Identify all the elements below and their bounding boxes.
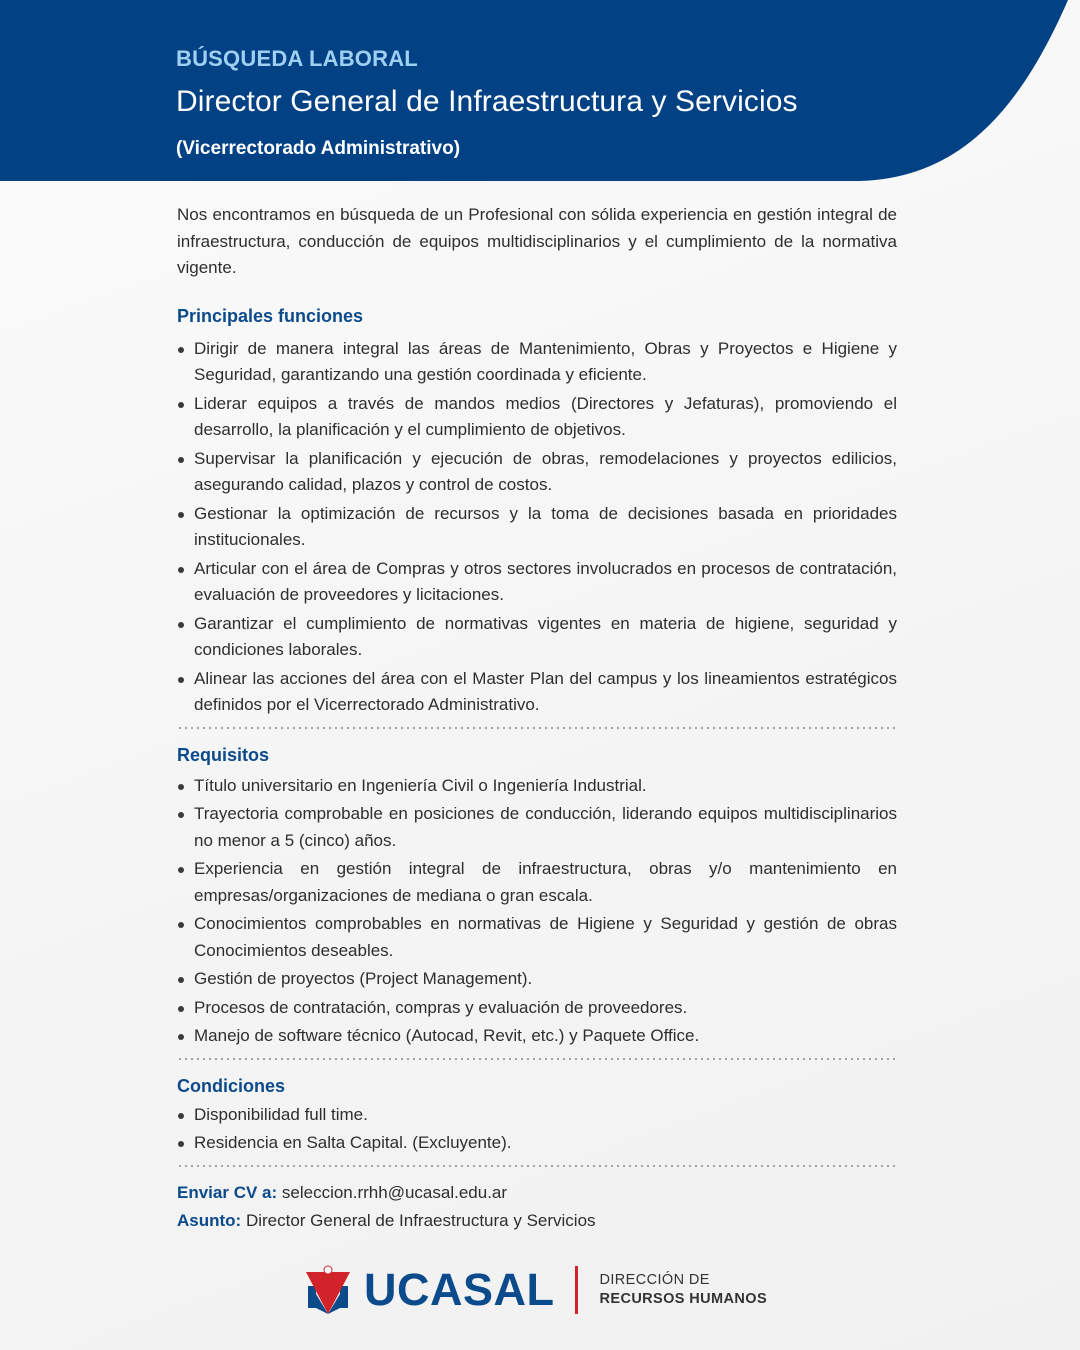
requisitos-list	[177, 773, 897, 1050]
bullet-icon	[178, 347, 184, 353]
list-item: Gestión de proyectos (Project Management).	[177, 966, 897, 993]
list-item: Garantizar el cumplimiento de normativas vigentes en materia de higiene, seguridad y condiciones laborales.	[177, 611, 897, 664]
intro-paragraph: Nos encontramos en búsqueda de un Profesional con sólida experiencia en gestión integral de infraestructura, conducción de equipos multidisciplinarios y el cumplimiento de la normativa vigente.	[177, 205, 897, 277]
list-item: Gestionar la optimización de recursos y la toma de decisiones basada en prioridades institucionales.	[177, 501, 897, 554]
dotted-divider	[177, 727, 897, 729]
dotted-divider	[177, 1058, 897, 1060]
bullet-icon	[178, 1141, 184, 1147]
header	[176, 44, 798, 164]
section-title-condiciones: Condiciones	[177, 1075, 286, 1096]
bullet-icon	[178, 977, 184, 983]
bullet-icon	[178, 812, 184, 818]
subject-value: Director General de Infraestructura y Servicios	[245, 1210, 596, 1230]
list-item: Alinear las acciones del área con el Master Plan del campus y los lineamientos estratégicos definidos por el Vicerrectorado Administrativo.	[177, 666, 897, 719]
condiciones-list	[177, 1102, 897, 1157]
list-item: Disponibilidad full time.	[177, 1102, 897, 1129]
bullet-icon	[178, 1034, 184, 1040]
subject-line	[177, 1207, 897, 1235]
footer-logo	[306, 1262, 767, 1318]
funciones-list	[177, 336, 897, 719]
bullet-icon	[178, 622, 184, 628]
bullet-icon	[178, 867, 184, 873]
bullet-icon	[178, 677, 184, 683]
bullet-icon	[178, 512, 184, 518]
bullet-icon	[178, 567, 184, 573]
list-item: Supervisar la planificación y ejecución de obras, remodelaciones y proyectos edilicios, asegurando calidad, plazos y control de costos.	[177, 446, 897, 499]
section-requisitos	[177, 741, 897, 1060]
list-item: Trayectoria comprobable en posiciones de conducción, liderando equipos multidisciplinarios no menor a 5 (cinco) años.	[177, 801, 897, 854]
list-item: Título universitario en Ingeniería Civil o Ingeniería Industrial.	[177, 773, 897, 800]
section-funciones	[177, 302, 897, 729]
dept-line-1: DIRECCIÓN DE	[599, 1272, 710, 1288]
bullet-icon	[178, 1113, 184, 1119]
dotted-divider	[177, 1165, 897, 1167]
list-item: Experiencia en gestión integral de infraestructura, obras y/o mantenimiento en empresas/organizaciones de mediana o gran escala.	[177, 856, 897, 909]
dept-line-2: RECURSOS HUMANOS	[599, 1291, 768, 1307]
department	[600, 1271, 768, 1309]
section-condiciones	[177, 1072, 897, 1167]
list-item: Conocimientos comprobables en normativas de Higiene y Seguridad y gestión de obras Conocimientos deseables.	[177, 911, 897, 964]
send-cv-line	[177, 1179, 897, 1207]
list-item: Manejo de software técnico (Autocad, Revit, etc.) y Paquete Office.	[177, 1023, 897, 1050]
email-link[interactable]: seleccion.rrhh@ucasal.edu.ar	[281, 1182, 508, 1202]
job-description	[177, 202, 897, 1235]
ucasal-shield-icon	[306, 1264, 350, 1316]
list-item: Dirigir de manera integral las áreas de Mantenimiento, Obras y Proyectos e Higiene y Seguridad, garantizando una gestión coordinada y eficiente.	[177, 336, 897, 389]
list-item: Residencia en Salta Capital. (Excluyente).	[177, 1130, 897, 1157]
list-item: Liderar equipos a través de mandos medios (Directores y Jefaturas), promoviendo el desarrollo, la planificación y el cumplimiento de objetivos.	[177, 391, 897, 444]
list-item: Articular con el área de Compras y otros sectores involucrados en procesos de contratación, evaluación de proveedores y licitaciones.	[177, 556, 897, 609]
bullet-icon	[178, 1006, 184, 1012]
section-title-requisitos: Requisitos	[177, 744, 270, 765]
list-item: Procesos de contratación, compras y evaluación de proveedores.	[177, 995, 897, 1022]
logo-divider	[575, 1266, 578, 1314]
bullet-icon	[178, 402, 184, 408]
bullet-icon	[178, 922, 184, 928]
bullet-icon	[178, 457, 184, 463]
job-title: Director General de Infraestructura y Servicios	[176, 85, 798, 118]
job-subtitle: (Vicerrectorado Administrativo)	[176, 138, 461, 159]
section-title-funciones: Principales funciones	[177, 305, 364, 326]
send-cv-label: Enviar CV a:	[177, 1182, 278, 1202]
bullet-icon	[178, 784, 184, 790]
contact-info	[177, 1179, 897, 1235]
subject-label: Asunto:	[177, 1210, 242, 1230]
eyebrow-label: BÚSQUEDA LABORAL	[176, 46, 418, 71]
brand-name: UCASAL	[364, 1264, 555, 1315]
